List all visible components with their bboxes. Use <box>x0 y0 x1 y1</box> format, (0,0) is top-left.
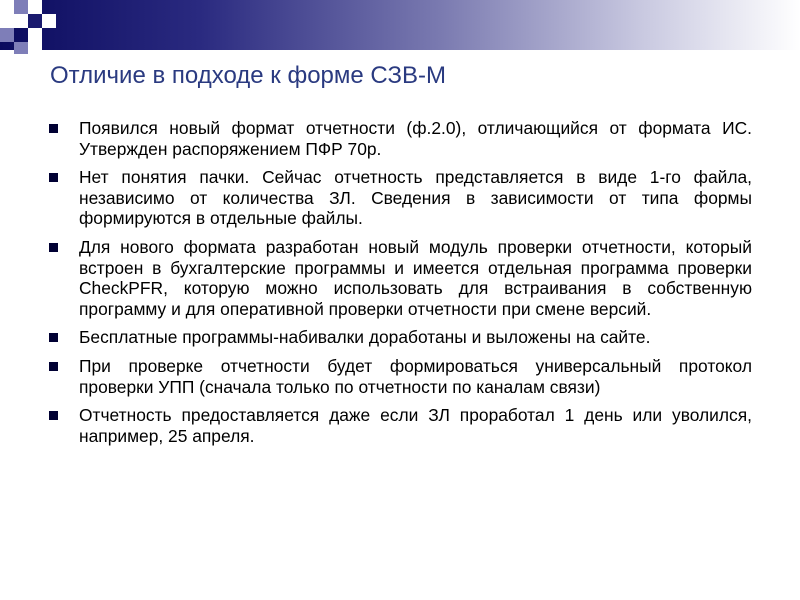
decor-square <box>14 0 28 14</box>
square-bullet-icon <box>49 333 58 342</box>
decor-square <box>28 28 42 42</box>
decor-square <box>14 14 28 28</box>
decor-square <box>42 14 56 28</box>
decor-square <box>28 14 42 28</box>
bullet-text: Для нового формата разработан новый модуль проверки отчетности, который встроен в бухгалтерские программы и имеется отдельная программа проверки CheckPFR, которую можно использовать для встраивания в собственную программу и для оперативной проверки отчетности при смене версий. <box>79 236 752 319</box>
square-bullet-icon <box>49 173 58 182</box>
decor-square <box>0 28 14 42</box>
decor-square <box>0 14 14 28</box>
decor-square <box>14 42 28 54</box>
square-bullet-icon <box>49 124 58 133</box>
bullet-text: При проверке отчетности будет формироваться универсальный протокол проверки УПП (сначала только по отчетности по каналам связи) <box>79 355 752 397</box>
bullet-text: Бесплатные программы-набивалки доработаны и выложены на сайте. <box>79 327 651 348</box>
square-bullet-icon <box>49 243 58 252</box>
bullet-item <box>48 237 752 319</box>
bullet-item <box>48 118 752 159</box>
bullet-item <box>48 405 752 446</box>
decor-square <box>28 0 42 14</box>
bullet-list <box>48 118 752 454</box>
bullet-item <box>48 356 752 397</box>
decor-square <box>28 42 42 54</box>
decor-square <box>0 0 14 14</box>
header-gradient-band <box>0 0 800 50</box>
bullet-text: Нет понятия пачки. Сейчас отчетность представляется в виде 1-го файла, независимо от количества ЗЛ. Сведения в зависимости от типа формы формируются в отдельные файлы. <box>79 167 752 229</box>
square-bullet-icon <box>49 362 58 371</box>
bullet-item <box>48 327 752 348</box>
square-bullet-icon <box>49 411 58 420</box>
bullet-text: Отчетность предоставляется даже если ЗЛ проработал 1 день или уволился, например, 25 апреля. <box>79 405 752 446</box>
slide-title: Отличие в подходе к форме СЗВ-М <box>50 62 446 89</box>
bullet-text: Появился новый формат отчетности (ф.2.0), отличающийся от формата ИС. Утвержден распоряжением ПФР 70р. <box>79 118 752 159</box>
bullet-item <box>48 167 752 229</box>
